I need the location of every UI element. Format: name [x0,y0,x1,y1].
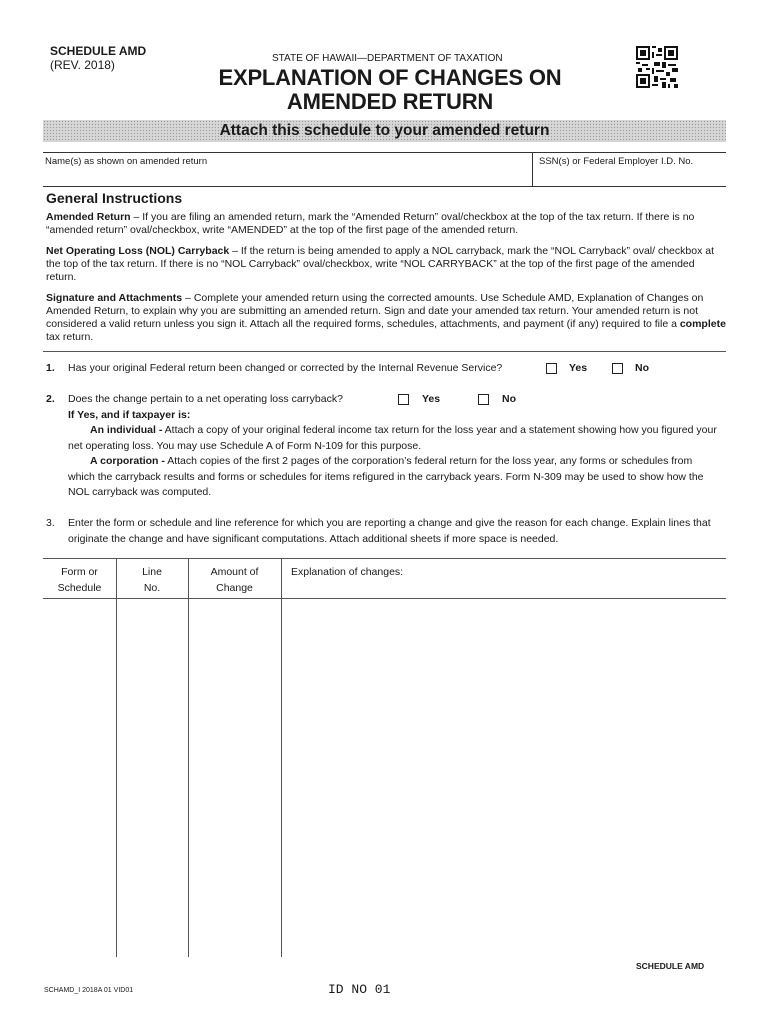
attach-banner: Attach this schedule to your amended return [43,120,726,142]
individual-paragraph [68,423,718,454]
line-no-entry-area[interactable] [117,599,188,957]
names-label: Name(s) as shown on amended return [45,156,208,167]
form-title [150,66,630,114]
footer-id-number: ID NO 01 [328,982,391,997]
q2-yes-checkbox[interactable] [398,394,409,405]
col-line-line1: Line [142,566,162,578]
signature-text: – Complete your amended return using the corrected amounts. Use Schedule AMD, Explanation of Changes on Amended Return, to explain why you are submitting an amended return. Sign and date your amended tax return. Your amended return is not considered a valid return unless you sign it. Attach all the required forms, schedules, attachments, and payment (if any) required to file a [46,292,704,330]
signature-title: Signature and Attachments [46,292,183,304]
q2-if-yes-label: If Yes, and if taxpayer is: [68,409,191,421]
changes-table [43,558,726,957]
col-amount-line1: Amount of [210,566,259,578]
nol-text: – If the return is being amended to apply a NOL carryback, mark the “NOL Carryback” oval/ checkbox at the top of the tax return. If there is no “NOL Carryback” oval/checkbox, write “NOL CARRYBACK” at the top of the first page of the amended return. [46,245,714,283]
col-form-schedule-header [43,565,116,596]
question-2 [46,392,726,408]
q1-no-label: No [635,362,649,374]
individual-text: Attach a copy of your original federal income tax return for the loss year and a statement showing how you figured your net operating loss. You may use Schedule A of Form N-109 for this purpose. [68,424,717,452]
question-2-number: 2. [46,393,55,405]
signature-paragraph [46,292,726,344]
corporation-title: A corporation - [90,455,165,467]
nol-paragraph [46,245,726,284]
question-3-text: Enter the form or schedule and line reference for which you are reporting a change and give the reason for each change. Explain lines that originate the change and have significant computations. Attach additional sheets if more space is needed. [68,517,711,545]
q1-yes-checkbox[interactable] [546,363,557,374]
q2-no-checkbox[interactable] [478,394,489,405]
schedule-label [50,44,146,58]
question-3-number: 3. [46,517,55,529]
col-form-line1: Form or [61,566,98,578]
q2-yes-label: Yes [422,393,441,405]
individual-title: An individual - [90,424,163,436]
ssn-label: SSN(s) or Federal Employer I.D. No. [539,156,694,167]
question-1-text: Has your original Federal return been changed or corrected by the Internal Revenue Service? [68,362,503,374]
col-amount-header [188,565,281,596]
explanation-entry-area[interactable] [282,599,726,957]
name-ssn-row [43,152,726,187]
schedule-name: SCHEDULE AMD [50,44,147,58]
amended-return-title: Amended Return [46,211,131,223]
qr-code-icon [636,46,678,88]
q1-yes-label: Yes [569,362,588,374]
nol-title: Net Operating Loss (NOL) Carryback [46,245,230,257]
question-1 [46,361,726,377]
question-2-text: Does the change pertain to a net operating loss carryback? [68,393,343,405]
name-ssn-divider [532,153,533,186]
footer-form-code: SCHAMD_I 2018A 01 VID01 [44,987,134,994]
amended-return-text: – If you are filing an amended return, mark the “Amended Return” oval/checkbox at the top of the tax return. If there is no “amended return” oval/checkbox, write “AMENDED” at the top of the first page of the amended return. [46,211,695,236]
question-1-number: 1. [46,362,55,374]
corporation-text: Attach copies of the first 2 pages of the corporation’s federal return for the loss year, any forms or schedules from which the carryback results and forms or schedules for items refigured in the carryback years. Form N-309 may be used to show how the NOL carryback was computed. [68,455,704,498]
q2-no-label: No [502,393,516,405]
signature-bold-word: complete [679,318,726,330]
form-title-line1: EXPLANATION OF CHANGES ON [218,65,562,90]
footer-schedule-label: SCHEDULE AMD [636,961,705,971]
col-line-no-header [116,565,188,596]
amended-return-paragraph [46,211,726,237]
form-schedule-entry-area[interactable] [43,599,116,957]
col-line-line2: No. [143,581,161,594]
general-instructions-heading: General Instructions [46,190,183,206]
form-title-line2: AMENDED RETURN [286,89,494,114]
col-amount-line2: Change [216,581,253,594]
divider-rule [43,351,726,352]
agency-label: STATE OF HAWAII—DEPARTMENT OF TAXATION [272,53,503,64]
corporation-paragraph [68,454,720,501]
col-form-line2: Schedule [57,581,102,594]
signature-end: tax return. [46,331,94,343]
col-explanation-header: Explanation of changes: [291,566,404,578]
revision-label: (REV. 2018) [50,58,115,72]
amount-entry-area[interactable] [189,599,281,957]
q1-no-checkbox[interactable] [612,363,623,374]
